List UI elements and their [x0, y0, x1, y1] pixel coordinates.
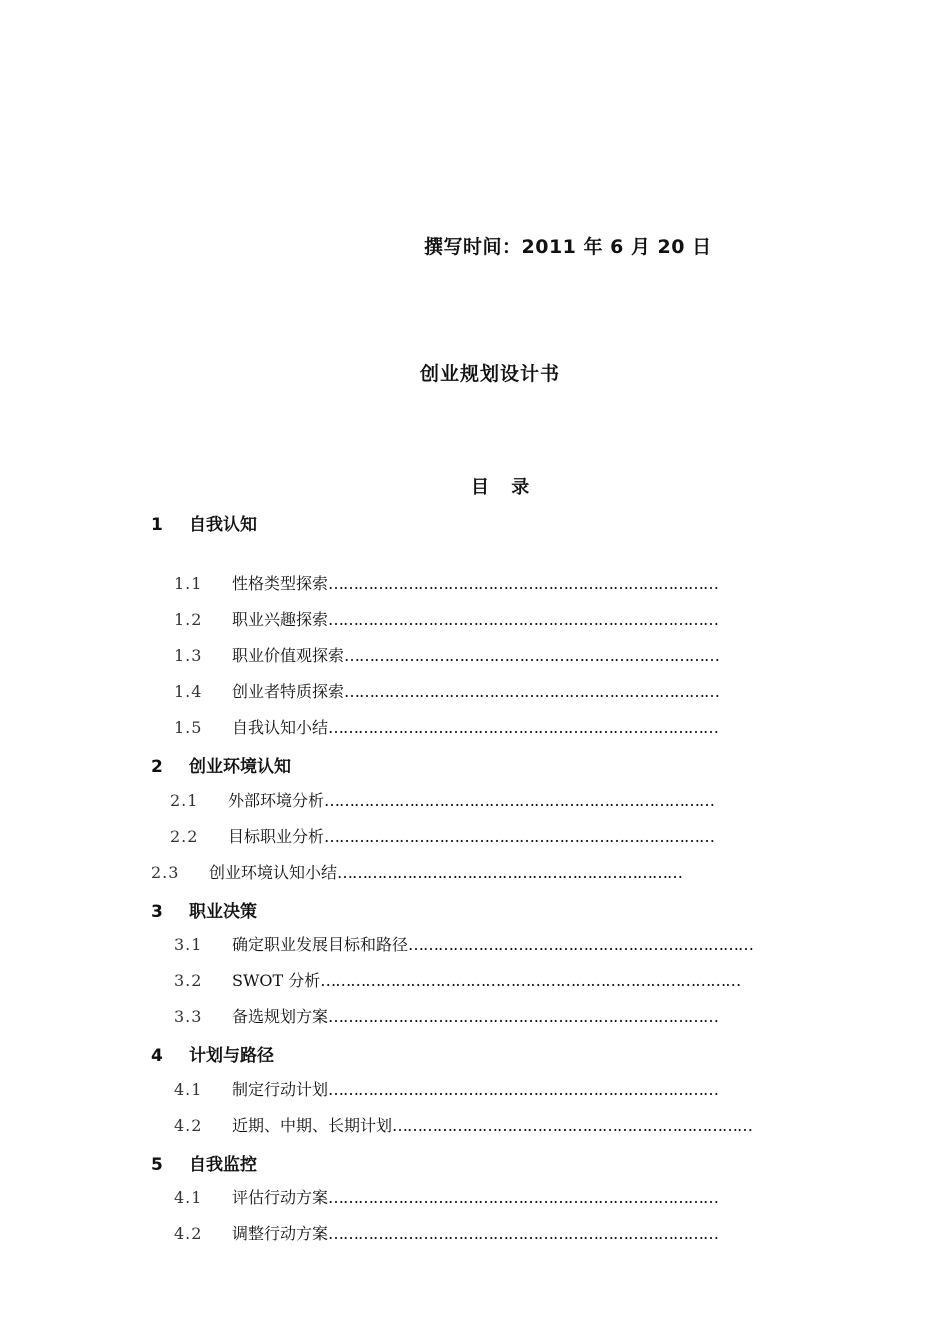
toc-entry-3-3 [174, 1004, 718, 1027]
chapter-title: 自我认知 [189, 515, 257, 535]
chapter-number: 1 [151, 515, 163, 535]
leader-dots: …………………………………………………………………… [328, 1224, 719, 1243]
entry-title: 评估行动方案 [232, 1188, 329, 1207]
entry-title: 自我认知小结 [232, 718, 329, 737]
entry-title: 备选规划方案 [232, 1007, 329, 1026]
leader-dots: ………………………………………………………………………… [320, 971, 741, 990]
toc-chapter-1 [151, 510, 257, 535]
toc-chapter-3 [151, 897, 257, 922]
entry-number: 1.3 [174, 646, 203, 665]
entry-number: 1.5 [174, 718, 203, 737]
toc-heading: 目 录 [471, 477, 538, 498]
chapter-title: 职业决策 [189, 902, 257, 922]
entry-title: 创业环境认知小结 [209, 863, 338, 882]
entry-number: 2.1 [170, 791, 199, 810]
chapter-number: 4 [151, 1046, 163, 1066]
entry-title: 创业者特质探索 [232, 682, 345, 701]
toc-entry-1-3 [174, 643, 719, 666]
toc-entry-4-2 [174, 1113, 752, 1136]
entry-title: 确定职业发展目标和路径 [232, 935, 409, 954]
entry-number: 2.2 [170, 827, 199, 846]
toc-entry-4-1 [174, 1077, 718, 1100]
leader-dots: …………………………………………………………………… [328, 574, 719, 593]
leader-dots: …………………………………………………………………… [328, 1188, 719, 1207]
entry-number: 1.4 [174, 682, 203, 701]
leader-dots: …………………………………………………………………… [328, 718, 719, 737]
entry-number: 4.2 [174, 1116, 203, 1135]
leader-dots: ……………………………………………………………… [392, 1116, 753, 1135]
toc-chapter-5 [151, 1150, 257, 1175]
chapter-number: 3 [151, 902, 163, 922]
leader-dots: …………………………………………………………………… [328, 610, 719, 629]
chapter-title: 计划与路径 [189, 1046, 274, 1066]
entry-number: 4.1 [174, 1188, 203, 1207]
document-title: 创业规划设计书 [420, 363, 561, 385]
chapter-title: 自我监控 [189, 1155, 257, 1175]
entry-title: 目标职业分析 [228, 827, 325, 846]
entry-number: 2.3 [151, 863, 180, 882]
entry-title: 调整行动方案 [232, 1224, 329, 1243]
toc-entry-3-1 [174, 932, 753, 955]
toc-chapter-4 [151, 1041, 274, 1066]
entry-number: 3.2 [174, 971, 203, 990]
entry-number: 3.3 [174, 1007, 203, 1026]
entry-title: 制定行动计划 [232, 1080, 329, 1099]
entry-number: 4.1 [174, 1080, 203, 1099]
entry-title: 近期、中期、长期计划 [232, 1116, 393, 1135]
entry-number: 1.2 [174, 610, 203, 629]
toc-entry-5-1 [174, 1185, 718, 1208]
entry-number: 1.1 [174, 574, 203, 593]
leader-dots: …………………………………………………………………… [328, 1080, 719, 1099]
leader-dots: …………………………………………………………………… [328, 1007, 719, 1026]
leader-dots: ………………………………………………………………… [344, 682, 720, 701]
toc-entry-2-2 [170, 824, 714, 847]
leader-dots: …………………………………………………………… [337, 863, 683, 882]
toc-entry-2-3 [151, 860, 682, 883]
entry-number: 3.1 [174, 935, 203, 954]
toc-entry-1-2 [174, 607, 718, 630]
toc-entry-5-2 [174, 1221, 718, 1244]
entry-title: 性格类型探索 [232, 574, 329, 593]
toc-entry-2-1 [170, 788, 714, 811]
leader-dots: …………………………………………………………… [408, 935, 754, 954]
leader-dots: ………………………………………………………………… [344, 646, 720, 665]
toc-chapter-2 [151, 752, 291, 777]
toc-entry-1-4 [174, 679, 719, 702]
toc-entry-3-2 [174, 968, 740, 991]
chapter-title: 创业环境认知 [189, 757, 291, 777]
leader-dots: …………………………………………………………………… [324, 791, 715, 810]
toc-entry-1-5 [174, 715, 718, 738]
entry-title: 外部环境分析 [228, 791, 325, 810]
chapter-number: 2 [151, 757, 163, 777]
entry-title: SWOT 分析 [232, 971, 321, 990]
entry-number: 4.2 [174, 1224, 203, 1243]
leader-dots: …………………………………………………………………… [324, 827, 715, 846]
chapter-number: 5 [151, 1155, 163, 1175]
date-line: 撰写时间：2011 年 6 月 20 日 [424, 236, 712, 258]
entry-title: 职业兴趣探索 [232, 610, 329, 629]
entry-title: 职业价值观探索 [232, 646, 345, 665]
toc-entry-1-1 [174, 571, 718, 594]
